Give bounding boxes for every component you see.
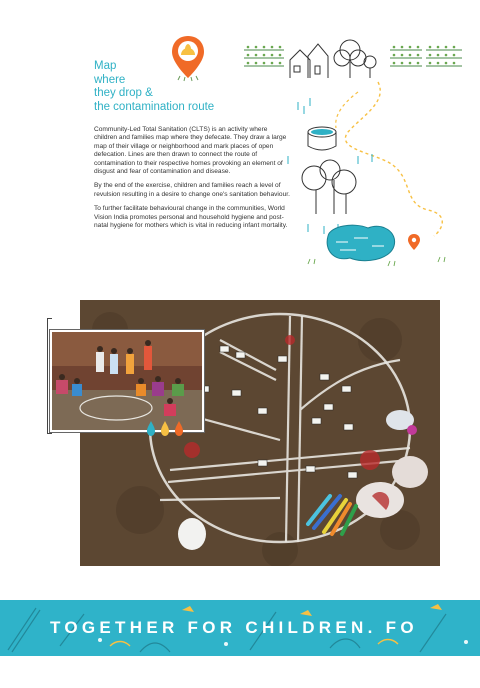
footer-banner [0, 600, 480, 656]
section-title [94, 60, 254, 114]
title-line: the contamination route [94, 100, 215, 113]
water-drop-icons [144, 420, 186, 438]
title-line: they drop & [94, 87, 153, 99]
community-inset-photo [50, 330, 204, 432]
title-line: Map [94, 60, 117, 72]
title-line: where [94, 73, 126, 86]
paragraph: To further facilitate behavioural change in the communities, World Vision India promotes personal and household hygiene and post-natal hygiene for mothers which is vital in reducing infant mortality. [94, 205, 288, 230]
paragraph: By the end of the exercise, children and families reach a level of revulsion resulting in a desire to change one's sanitation behaviour. [94, 182, 290, 198]
paragraph: Community-Led Total Sanitation (CLTS) is an activity where children and families map where they defecate. They draw a large map of their village or neighborhood and mark places of open defecation. Lines are then drawn to connect the route of contamination to their respective homes provoking an element of disgust and fear of contamination and disease. [94, 126, 287, 176]
banner-slogan: TOGETHER FOR CHILDREN. FO [50, 618, 418, 637]
village-map-illustration [238, 36, 470, 276]
